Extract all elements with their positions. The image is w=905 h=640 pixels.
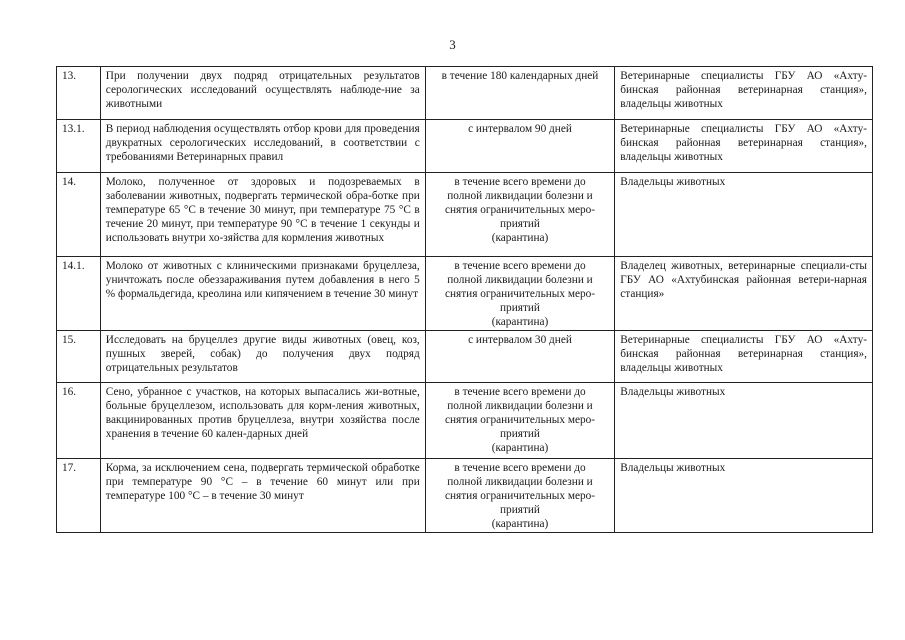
row-action: Сено, убранное с участков, на которых выпасались жи-вотные, больные бруцеллезом, использовать для корм-ления животных, вакцинированных против бруцеллеза, внутри хозяйства после хранения в течение 60 кален-дарных дней — [100, 383, 425, 459]
row-term: в течение 180 календарных дней — [425, 67, 614, 120]
row-number: 16. — [57, 383, 101, 459]
term-line: (карантина) — [491, 316, 549, 328]
term-line: (карантина) — [491, 232, 549, 244]
term-line: (карантина) — [491, 518, 549, 530]
term-line: приятий — [500, 504, 540, 516]
row-responsible: Ветеринарные специалисты ГБУ АО «Ахту-бинская районная ветеринарная станция», владельцы животных — [615, 67, 873, 120]
term-line: приятий — [500, 302, 540, 314]
term-line: в течение всего времени до — [454, 260, 586, 272]
row-action: Молоко, полученное от здоровых и подозреваемых в заболевании животных, подвергать термической обра-ботке при температуре 65 °С в течение 30 минут, при температуре 75 °С в течение 20 минут, при температуре 90 °С в течение 1 секунды и использовать внутри хо-зяйства для кормления животных — [100, 173, 425, 257]
table-row — [57, 257, 873, 331]
table-row — [57, 383, 873, 459]
table-row — [57, 173, 873, 257]
row-responsible: Владельцы животных — [615, 383, 873, 459]
row-action: Исследовать на бруцеллез другие виды животных (овец, коз, пушных зверей, собак) до получения двух подряд отрицательных результатов — [100, 331, 425, 383]
row-term — [425, 459, 614, 533]
row-term: с интервалом 90 дней — [425, 120, 614, 173]
row-action: Молоко от животных с клиническими признаками бруцеллеза, уничтожать после обеззараживания путем добавления в него 5 % формальдегида, креолина или кипячением в течение 30 минут — [100, 257, 425, 331]
row-responsible: Владельцы животных — [615, 459, 873, 533]
row-action: В период наблюдения осуществлять отбор крови для проведения двукратных серологических исследований, в соответствии с требованиями Ветеринарных правил — [100, 120, 425, 173]
term-line: в течение всего времени до — [454, 462, 586, 474]
row-number: 15. — [57, 331, 101, 383]
term-line: снятия ограничительных меро- — [444, 204, 596, 216]
row-number: 14. — [57, 173, 101, 257]
row-number: 14.1. — [57, 257, 101, 331]
term-line: снятия ограничительных меро- — [444, 490, 596, 502]
row-responsible: Ветеринарные специалисты ГБУ АО «Ахту-бинская районная ветеринарная станция», владельцы животных — [615, 120, 873, 173]
row-term — [425, 383, 614, 459]
term-line: (карантина) — [491, 442, 549, 454]
table-row — [57, 331, 873, 383]
page-number: 3 — [449, 37, 456, 52]
row-responsible: Владельцы животных — [615, 173, 873, 257]
row-term — [425, 257, 614, 331]
row-action: При получении двух подряд отрицательных результатов серологических исследований осуществлять наблюде-ние за животными — [100, 67, 425, 120]
row-responsible: Владелец животных, ветеринарные специали-сты ГБУ АО «Ахтубинская районная ветери-нарная станция» — [615, 257, 873, 331]
row-term — [425, 173, 614, 257]
term-line: в течение всего времени до — [454, 386, 586, 398]
term-line: полной ликвидации болезни и — [447, 400, 593, 412]
row-number: 13. — [57, 67, 101, 120]
row-action: Корма, за исключением сена, подвергать термической обработке при температуре 90 °С – в течение 60 минут или при температуре 100 °С – в течение 30 минут — [100, 459, 425, 533]
term-line: в течение всего времени до — [454, 176, 586, 188]
term-line: полной ликвидации болезни и — [447, 274, 593, 286]
table-row — [57, 120, 873, 173]
row-number: 13.1. — [57, 120, 101, 173]
term-line: снятия ограничительных меро- — [444, 288, 596, 300]
row-responsible: Ветеринарные специалисты ГБУ АО «Ахту-бинская районная ветеринарная станция», владельцы животных — [615, 331, 873, 383]
table-row — [57, 459, 873, 533]
term-line: полной ликвидации болезни и — [447, 190, 593, 202]
term-line: приятий — [500, 218, 540, 230]
table-row — [57, 67, 873, 120]
term-line: полной ликвидации болезни и — [447, 476, 593, 488]
row-number: 17. — [57, 459, 101, 533]
term-line: приятий — [500, 428, 540, 440]
measures-table — [56, 66, 873, 533]
term-line: снятия ограничительных меро- — [444, 414, 596, 426]
row-term: с интервалом 30 дней — [425, 331, 614, 383]
